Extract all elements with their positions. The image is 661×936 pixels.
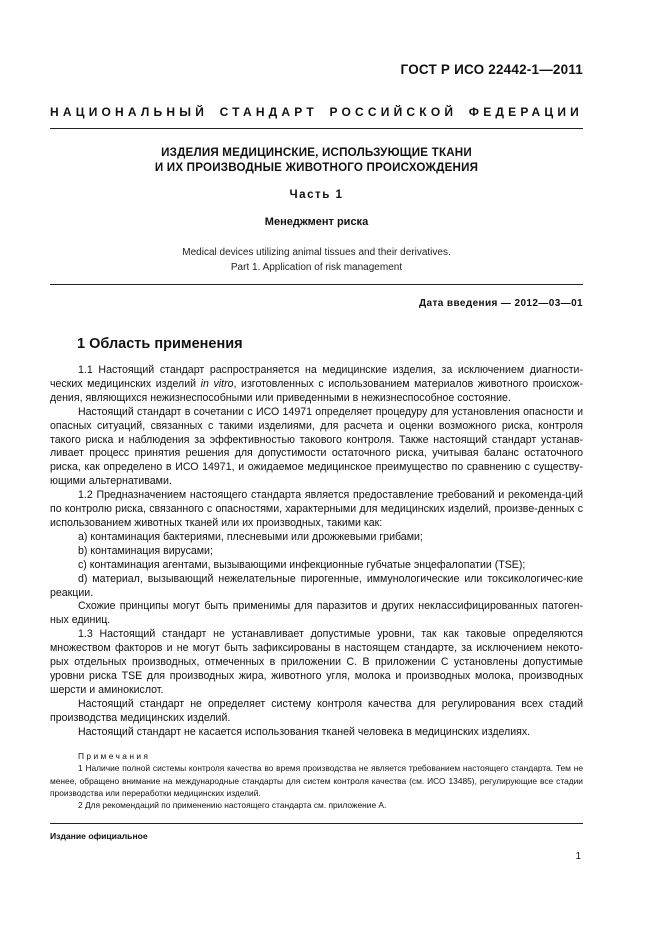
title-line-2: И ИХ ПРОИЗВОДНЫЕ ЖИВОТНОГО ПРОИСХОЖДЕНИЯ	[154, 161, 479, 174]
intro-date: Дата введения — 2012—03—01	[418, 298, 583, 309]
paragraph-1-1-cont: Настоящий стандарт в сочетании с ИСО 14971 определяет процедуру для установления опасности и опасных ситуаций, связанных с такими изделиями, для расчета и оценки возможного риска, контроля такого риска и наблюдения за эффективностью такового контроля. Также настоящий стандарт устанав-ливает процесс принятия решения для допустимости остаточного риска, учитывая баланс остаточного риска, как определено в ИСО 14971, и ожидаемое медицинское преимущество по сравнению с существу-ющими альтернативами.	[50, 405, 583, 488]
section-heading: 1 Область применения	[77, 336, 243, 352]
english-title	[50, 245, 583, 275]
note-2: 2 Для рекомендаций по применению настоящего стандарта см. приложение А.	[78, 800, 387, 811]
list-item-c: c) контаминация агентами, вызывающими инфекционные губчатые энцефалопатии (TSE);	[78, 558, 526, 571]
paragraph-1-2-cont: Схожие принципы могут быть применимы для паразитов и других неклассифицированных патоген-ных единиц.	[50, 600, 583, 627]
paragraph-1-2: 1.2 Предназначением настоящего стандарта является предоставление требований и рекоменда-ций по контролю риска, связанного с опасностями, характерными для медицинских изделий, произве-денных с использованием животных тканей или их производных, такими как:	[50, 489, 583, 529]
part-label: Часть 1	[289, 188, 344, 201]
document-title	[50, 145, 583, 175]
edition-label: Издание официальное	[50, 831, 148, 841]
standard-number: ГОСТ Р ИСО 22442-1—2011	[400, 62, 583, 77]
english-title-line-1: Medical devices utilizing animal tissues and their derivatives.	[182, 247, 451, 258]
english-title-line-2: Part 1. Application of risk management	[230, 262, 403, 273]
top-rule	[50, 128, 583, 129]
list-item-d: d) материал, вызывающий нежелательные пирогенные, иммунологические или токсикологичес-кие реакции.	[50, 572, 583, 599]
page-number: 1	[575, 851, 581, 862]
paragraph-1-3-end: Настоящий стандарт не касается использования тканей человека в медицинских изделиях.	[78, 725, 531, 738]
section-body	[50, 364, 583, 739]
paragraph-1-1: 1.1 Настоящий стандарт распространяется на медицинские изделия, за исключением диагности-ческих медицинских изделий in vitro, изготовленных с использованием материалов животного происхож-дения, являющихся нежизнеспособными или приведенными в нежизнеспособное состояние.	[50, 364, 584, 404]
paragraph-1-3: 1.3 Настоящий стандарт не устанавливает допустимые уровни, так как таковые определяются множеством факторов и не могут быть зафиксированы в настоящем стандарте, за исключением некото-рых отдельных производных, отмеченных в приложении С. В приложении С установлены допустимые уровни риска TSE для производных жира, животного угля, молока и производных молока, производных шерсти и аминокислот.	[50, 628, 583, 696]
list-item-a: a) контаминация бактериями, плесневыми или дрожжевыми грибами;	[78, 530, 423, 543]
title-rule	[50, 284, 583, 285]
footer-rule	[50, 823, 583, 824]
subtitle: Менеджмент риска	[264, 216, 369, 228]
paragraph-1-3-cont: Настоящий стандарт не определяет систему контроля качества для регулирования всех стадий производства медицинских изделий.	[50, 697, 583, 724]
notes-block	[50, 750, 583, 811]
list-item-b: b) контаминация вирусами;	[78, 544, 213, 557]
notes-heading: Примечания	[78, 751, 151, 761]
title-line-1: ИЗДЕЛИЯ МЕДИЦИНСКИЕ, ИСПОЛЬЗУЮЩИЕ ТКАНИ	[161, 146, 472, 159]
national-standard-banner: НАЦИОНАЛЬНЫЙ СТАНДАРТ РОССИЙСКОЙ ФЕДЕРАЦИИ	[50, 105, 583, 119]
note-1: 1 Наличие полной системы контроля качества во время производства не является требованием настоящего стандарта. Тем не менее, обращено внимание на международные стандарты для систем контроля качества (см. ИСО 13485), регулирующие все стадии производства или переработки медицинских изделий.	[50, 763, 583, 798]
